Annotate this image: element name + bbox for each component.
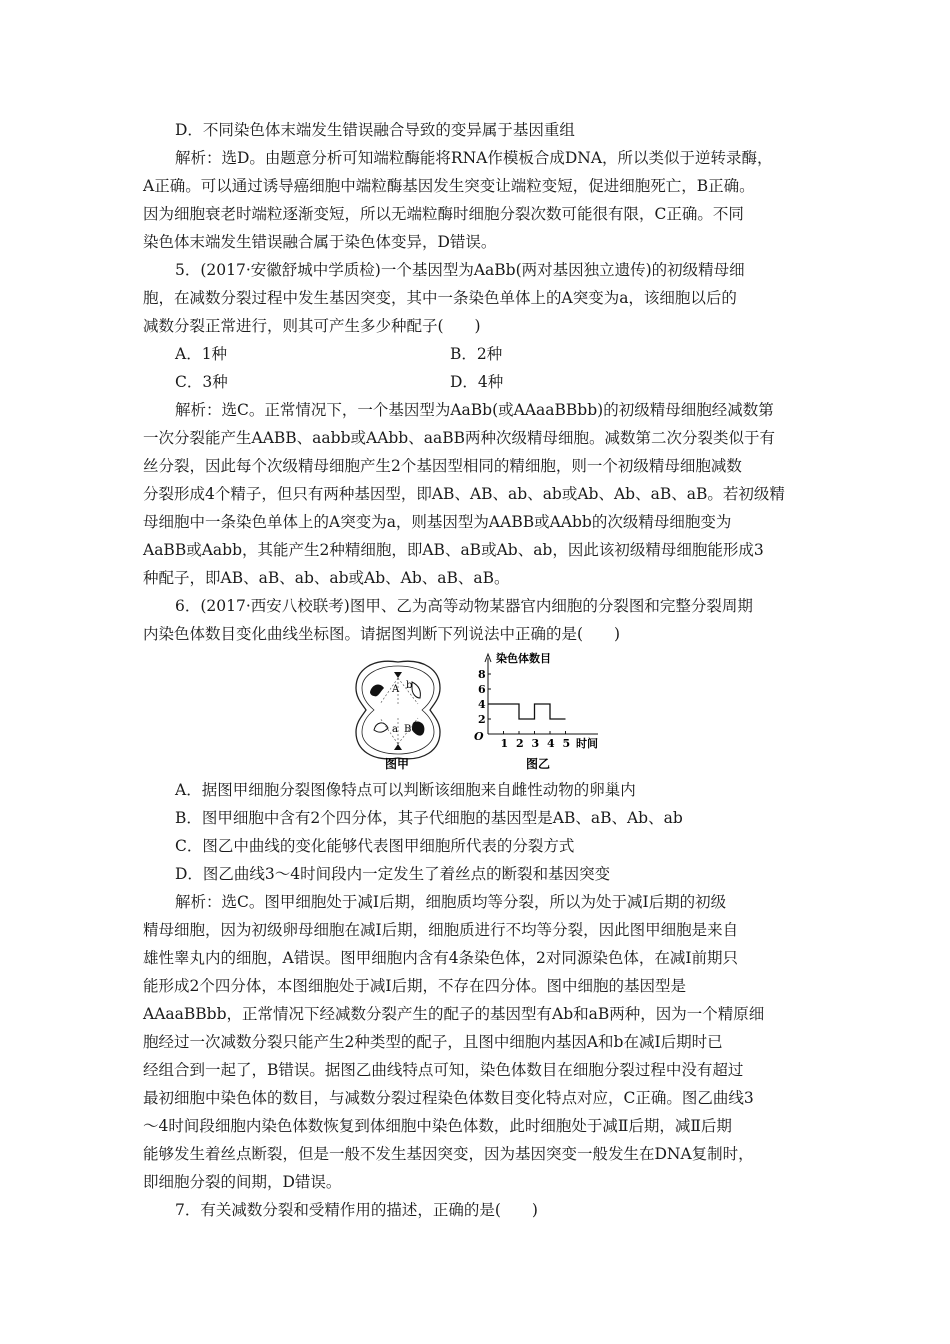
explanation-q6-line: 即细胞分裂的间期，D错误。: [143, 1173, 342, 1191]
question-6-figure: [350, 648, 610, 773]
option-d-q4: D．不同染色体末端发生错误融合导致的变异属于基因重组: [175, 121, 575, 139]
chromosome: [412, 682, 420, 698]
explanation-q4-line: 因为细胞衰老时端粒逐渐变短，所以无端粒酶时细胞分裂次数可能很有限，C正确。不同: [143, 205, 744, 223]
option-a-q5: A．1种: [175, 345, 228, 363]
explanation-q4-line: 解析：选D。由题意分析可知端粒酶能将RNA作模板合成DNA，所以类似于逆转录酶，: [175, 149, 773, 167]
figure-caption-right: 图乙: [526, 757, 551, 771]
explanation-q5-line: 丝分裂，因此每个次级精母细胞产生2个基因型相同的精细胞，则一个初级精母细胞减数: [143, 457, 742, 475]
explanation-q5-line: 分裂形成4个精子，但只有两种基因型，即AB、AB、ab、ab或Ab、Ab、aB、aB。若初级精: [143, 485, 785, 503]
option-b-q6: B．图甲细胞中含有2个四分体，其子代细胞的基因型是AB、aB、Ab、ab: [175, 809, 683, 827]
explanation-q6-line: ～4时间段细胞内染色体数恢复到体细胞中染色体数，此时细胞处于减Ⅱ后期，减Ⅱ后期: [143, 1117, 732, 1135]
question-5-line: 减数分裂正常进行，则其可产生多少种配子( ): [143, 317, 481, 335]
explanation-q6-line: 最初细胞中染色体的数目，与减数分裂过程染色体数目变化特点对应，C正确。图乙曲线3: [143, 1089, 754, 1107]
centrosome-top: [394, 672, 402, 678]
option-c-q5: C．3种: [175, 373, 228, 391]
option-d-q5: D．4种: [450, 373, 504, 391]
explanation-q4-line: 染色体末端发生错误融合属于染色体变异，D错误。: [143, 233, 497, 251]
y-tick-label: 4: [478, 698, 486, 711]
option-b-q5: B．2种: [450, 345, 503, 363]
chromosome: [370, 685, 384, 697]
option-d-q6: D．图乙曲线3～4时间段内一定发生了着丝点的断裂和基因突变: [175, 865, 611, 883]
x-tick-label: 3: [531, 737, 540, 750]
explanation-q5-line: 母细胞中一条染色单体上的A突变为a，则基因型为AABB或AAbb的次级精母细胞变为: [143, 513, 732, 531]
y-ticks: [478, 668, 491, 726]
y-tick-label: 2: [478, 713, 486, 726]
chromosome: [412, 721, 424, 735]
explanation-q6-line: 能形成2个四分体，本图细胞处于减Ⅰ后期，不存在四分体。图中细胞的基因型是: [143, 977, 686, 995]
question-7-line: 7．有关减数分裂和受精作用的描述，正确的是( ): [175, 1201, 538, 1219]
gene-label: B: [404, 724, 412, 735]
x-tick-label: 2: [516, 737, 524, 750]
x-tick-label: 5: [562, 737, 571, 750]
x-tick-label: 4: [547, 737, 555, 750]
y-tick-label: 6: [478, 683, 486, 696]
explanation-q5-line: AaBB或Aabb，其能产生2种精细胞，即AB、aB或Ab、ab，因此该初级精母细胞能形成3: [143, 541, 764, 559]
explanation-q6-line: 胞经过一次减数分裂只能产生2种类型的配子，且图中细胞内基因A和b在减Ⅰ后期时已: [143, 1033, 723, 1051]
chromosome-count-line: [488, 704, 566, 719]
y-axis-title: 染色体数目: [496, 652, 551, 665]
gene-label: A: [392, 684, 400, 695]
origin-label: O: [474, 730, 484, 743]
gene-label: a: [392, 724, 398, 735]
option-a-q6: A．据图甲细胞分裂图像特点可以判断该细胞来自雌性动物的卵巢内: [175, 781, 636, 799]
explanation-q4-line: A正确。可以通过诱导癌细胞中端粒酶基因发生突变让端粒变短，促进细胞死亡，B正确。: [143, 177, 755, 195]
explanation-q5-line: 解析：选C。正常情况下，一个基因型为AaBb(或AAaaBBbb)的初级精母细胞经减数第: [175, 401, 774, 419]
cell-diagram: [356, 661, 440, 759]
explanation-q5-line: 种配子，即AB、aB、ab、ab或Ab、Ab、aB、aB。: [143, 569, 510, 587]
question-5-line: 胞，在减数分裂过程中发生基因突变，其中一条染色单体上的A突变为a，该细胞以后的: [143, 289, 737, 307]
explanation-q6-line: 能够发生着丝点断裂，但是一般不发生基因突变，因为基因突变一般发生在DNA复制时，: [143, 1145, 754, 1163]
x-axis-title: 时间: [576, 737, 598, 750]
chromosome: [374, 723, 388, 732]
explanation-q6-line: 经组合到一起了，B错误。据图乙曲线特点可知，染色体数目在细胞分裂过程中没有超过: [143, 1061, 744, 1079]
x-tick-label: 1: [500, 737, 509, 750]
question-5-line: 5．(2017·安徽舒城中学质检)一个基因型为AaBb(两对基因独立遗传)的初级精母细: [175, 261, 745, 279]
gene-label: b: [406, 680, 413, 691]
figure-svg: [350, 648, 610, 773]
y-tick-label: 8: [478, 668, 486, 681]
explanation-q6-line: AAaaBBbb，正常情况下经减数分裂产生的配子的基因型有Ab和aB两种，因为一个精原细: [143, 1005, 765, 1023]
centrosome-bottom: [394, 744, 402, 750]
question-6-line: 内染色体数目变化曲线坐标图。请据图判断下列说法中正确的是( ): [143, 625, 621, 643]
chromosome-chart: [474, 651, 598, 750]
explanation-q6-line: 精母细胞，因为初级卵母细胞在减Ⅰ后期，细胞质进行不均等分裂，因此图甲细胞是来自: [143, 921, 739, 939]
figure-caption-left: 图甲: [385, 757, 410, 771]
explanation-q6-line: 雄性睾丸内的细胞，A错误。图甲细胞内含有4条染色体，2对同源染色体，在减Ⅰ前期只: [143, 949, 739, 967]
option-c-q6: C．图乙中曲线的变化能够代表图甲细胞所代表的分裂方式: [175, 837, 575, 855]
explanation-q5-line: 一次分裂能产生AABB、aabb或AAbb、aaBB两种次级精母细胞。减数第二次分裂类似于有: [143, 429, 775, 447]
question-6-line: 6．(2017·西安八校联考)图甲、乙为高等动物某器官内细胞的分裂图和完整分裂周期: [175, 597, 753, 615]
explanation-q6-line: 解析：选C。图甲细胞处于减Ⅰ后期，细胞质均等分裂，所以为处于减Ⅰ后期的初级: [175, 893, 727, 911]
